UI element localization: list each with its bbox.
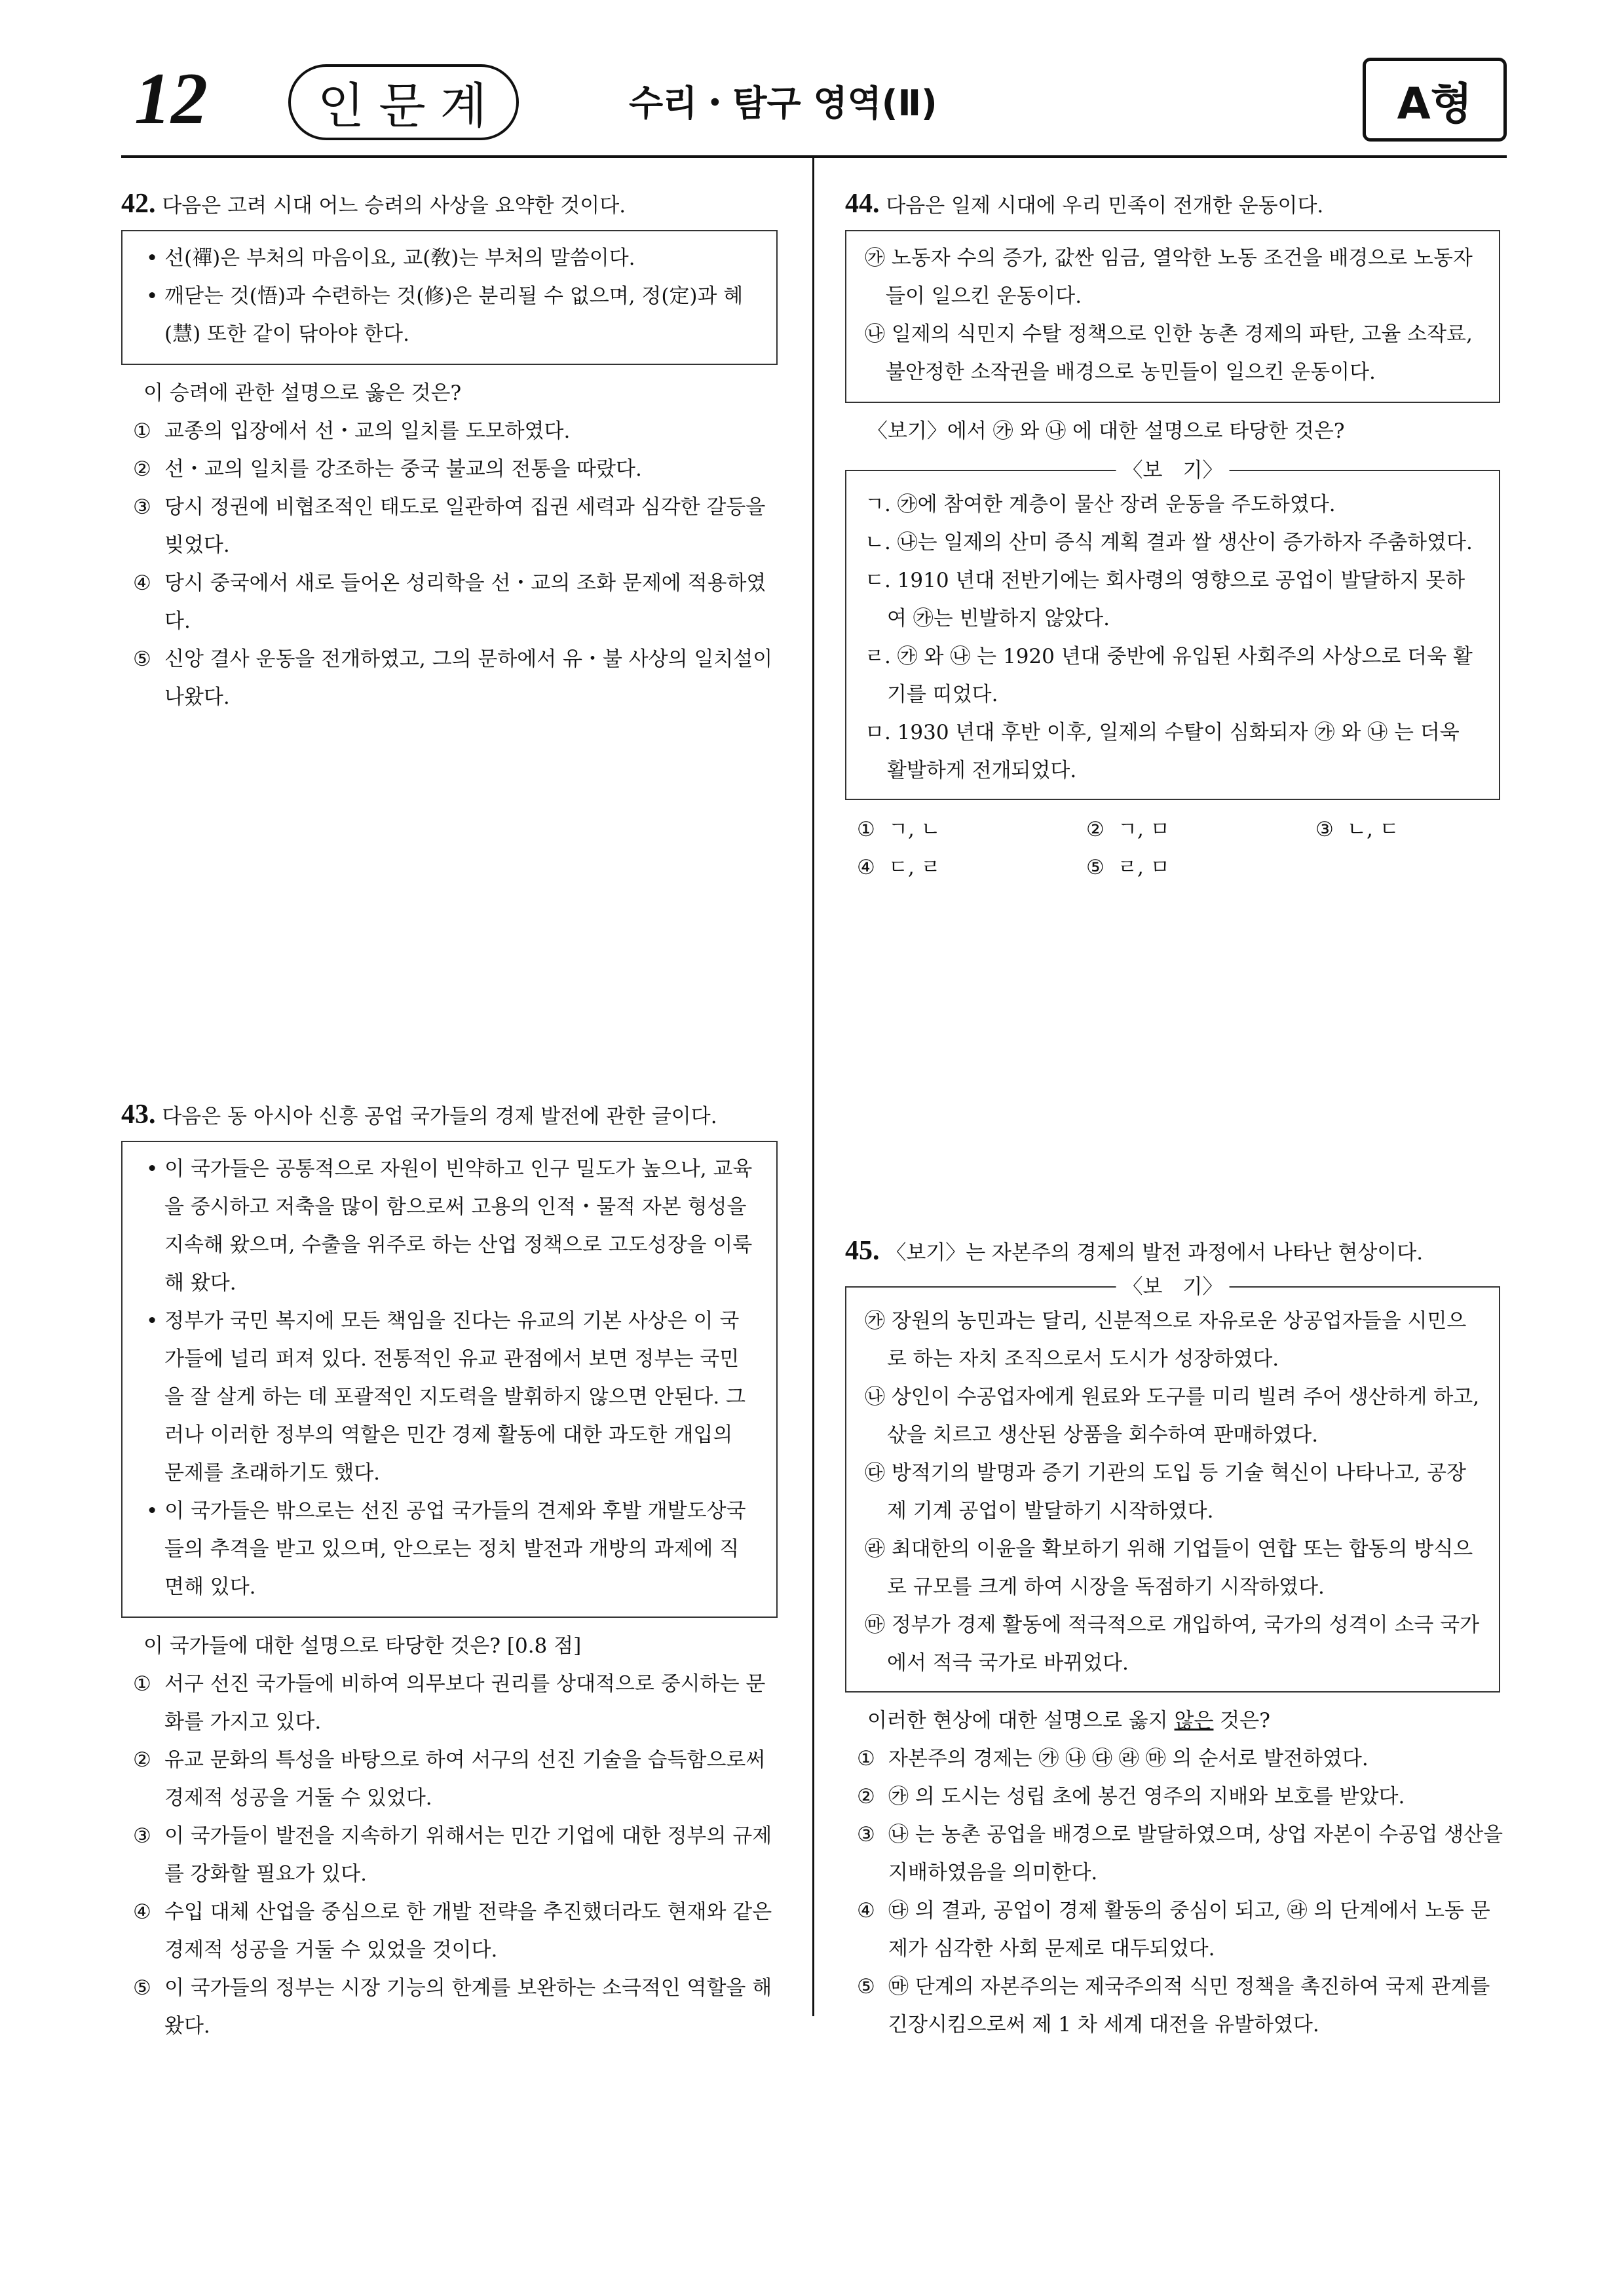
- question-number: 44.: [845, 189, 880, 219]
- answer-option[interactable]: ⑤ ㉲ 단계의 자본주의는 제국주의적 식민 정책을 촉진하여 국제 관계를 긴장시킴으로써 제 1 차 세계 대전을 유발하였다.: [857, 1975, 1490, 2037]
- question-prompt: 이러한 현상에 대한 설명으로 옳지 않은 것은?: [867, 1709, 1270, 1732]
- answer-options: [845, 811, 1507, 887]
- answer-option[interactable]: ③ 당시 정권에 비협조적인 태도로 일관하여 집권 세력과 심각한 갈등을 빚었다.: [133, 495, 766, 557]
- answer-option[interactable]: ③ ㉯ 는 농촌 공업을 배경으로 발달하였으며, 상업 자본이 수공업 생산을 지배하였음을 의미한다.: [857, 1823, 1503, 1885]
- passage-box: [845, 230, 1500, 403]
- question-stem: 다음은 동 아시아 신흥 공업 국가들의 경제 발전에 관한 글이다.: [162, 1105, 717, 1128]
- answer-option[interactable]: ④ 당시 중국에서 새로 들어온 성리학을 선・교의 조화 문제에 적용하였다.: [133, 571, 766, 633]
- answer-option[interactable]: ② ㄱ, ㅁ: [1086, 818, 1170, 841]
- passage-line: • 이 국가들은 공통적으로 자원이 빈약하고 인구 밀도가 높으나, 교육을 중시하고 저축을 많이 함으로써 고용의 인적・물적 자본 형성을 지속해 왔으며, 수출을 위주로 하는 산업 정책으로 고도성장을 이룩해 왔다.: [146, 1157, 753, 1295]
- question-number: 45.: [845, 1236, 880, 1266]
- bogi-item: ㉲ 정부가 경제 활동에 적극적으로 개입하여, 국가의 성격이 소극 국가에서 적극 국가로 바뀌었다.: [865, 1613, 1480, 1675]
- item-label: ㉮: [865, 246, 885, 270]
- answer-option[interactable]: ⑤ ㄹ, ㅁ: [1086, 856, 1170, 879]
- answer-option[interactable]: ③ 이 국가들이 발전을 지속하기 위해서는 민간 기업에 대한 정부의 규제를 강화할 필요가 있다.: [133, 1824, 772, 1886]
- question-number: 43.: [121, 1100, 156, 1130]
- bogi-item: ㉮ 장원의 농민과는 달리, 신분적으로 자유로운 상공업자들을 시민으로 하는 자치 조직으로서 도시가 성장하였다.: [865, 1309, 1467, 1371]
- bogi-item: ㅁ. 1930 년대 후반 이후, 일제의 수탈이 심화되자 ㉮ 와 ㉯ 는 더욱 활발하게 전개되었다.: [865, 721, 1460, 782]
- question-43: [121, 1096, 783, 2045]
- bogi-box: [845, 459, 1500, 800]
- item-label: ㉯: [865, 322, 885, 346]
- bogi-item: ㄴ. ㉯는 일제의 산미 증식 계획 결과 쌀 생산이 증가하자 주춤하였다.: [865, 531, 1473, 554]
- answer-option[interactable]: ① 자본주의 경제는 ㉮ ㉯ ㉰ ㉱ ㉲ 의 순서로 발전하였다.: [857, 1747, 1369, 1770]
- answer-option[interactable]: ① 서구 선진 국가들에 비하여 의무보다 권리를 상대적으로 중시하는 문화를 가지고 있다.: [133, 1672, 766, 1734]
- passage-box: [121, 230, 778, 365]
- bogi-label: 〈보 기〉: [1116, 1276, 1230, 1298]
- answer-option[interactable]: ④ 수입 대체 산업을 중심으로 한 개발 전략을 추진했더라도 현재와 같은 경제적 성공을 거둘 수 있었을 것이다.: [133, 1900, 772, 1962]
- answer-option[interactable]: ④ ㉰ 의 결과, 공업이 경제 활동의 중심이 되고, ㉱ 의 단계에서 노동 문제가 심각한 사회 문제로 대두되었다.: [857, 1899, 1490, 1961]
- column-divider: [812, 155, 814, 2016]
- answer-option[interactable]: ② 유교 문화의 특성을 바탕으로 하여 서구의 선진 기술을 습득함으로써 경제적 성공을 거둘 수 있었다.: [133, 1748, 766, 1810]
- answer-option[interactable]: ⑤ 신앙 결사 운동을 전개하였고, 그의 문하에서 유・불 사상의 일치설이 나왔다.: [133, 647, 773, 709]
- question-44: [845, 185, 1507, 887]
- question-stem: 다음은 고려 시대 어느 승려의 사상을 요약한 것이다.: [162, 194, 626, 218]
- passage-line: • 선(禪)은 부처의 마음이요, 교(敎)는 부처의 말씀이다.: [146, 246, 635, 270]
- section-title: 수리・탐구 영역(Ⅱ): [629, 83, 937, 124]
- passage-box: [121, 1141, 778, 1618]
- answer-option[interactable]: ④ ㄷ, ㄹ: [857, 856, 941, 879]
- passage-line: • 정부가 국민 복지에 모든 책임을 진다는 유교의 기본 사상은 이 국가들에 널리 퍼져 있다. 전통적인 유교 관점에서 보면 정부는 국민을 잘 살게 하는 데 포괄적인 지도력을 발휘하지 않으면 안된다. 그러나 이러한 정부의 역할은 민간 경제 활동에 대한 과도한 개입의 문제를 초래하기도 했다.: [146, 1309, 746, 1485]
- bogi-item: ㄷ. 1910 년대 전반기에는 회사령의 영향으로 공업이 발달하지 못하여 ㉮는 빈발하지 않았다.: [865, 569, 1465, 630]
- answer-option[interactable]: ③ ㄴ, ㄷ: [1315, 818, 1399, 841]
- question-45: [845, 1232, 1507, 2044]
- passage-line: • 이 국가들은 밖으로는 선진 공업 국가들의 견제와 후발 개발도상국들의 추격을 받고 있으며, 안으로는 정치 발전과 개방의 과제에 직면해 있다.: [146, 1499, 746, 1599]
- track-label: 인문계: [288, 64, 519, 140]
- bogi-box: [845, 1275, 1500, 1693]
- question-title: [121, 185, 783, 225]
- page-number: 12: [134, 58, 208, 140]
- bogi-label: 〈보 기〉: [1116, 459, 1230, 482]
- bogi-item: ㄹ. ㉮ 와 ㉯ 는 1920 년대 중반에 유입된 사회주의 사상으로 더욱 활기를 띠었다.: [865, 645, 1473, 706]
- bogi-item: ㉰ 방적기의 발명과 증기 기관의 도입 등 기술 혁신이 나타나고, 공장제 기계 공업이 발달하기 시작하였다.: [865, 1461, 1466, 1523]
- answer-option[interactable]: ① 교종의 입장에서 선・교의 일치를 도모하였다.: [133, 419, 571, 443]
- passage-line: • 깨닫는 것(悟)과 수련하는 것(修)은 분리될 수 없으며, 정(定)과 혜(慧) 또한 같이 닦아야 한다.: [146, 284, 744, 346]
- question-title: [845, 185, 1507, 225]
- bogi-item: ㄱ. ㉮에 참여한 계층이 물산 장려 운동을 주도하였다.: [865, 493, 1336, 516]
- page-header: [0, 0, 1624, 157]
- question-prompt: 〈보기〉에서 ㉮ 와 ㉯ 에 대한 설명으로 타당한 것은?: [867, 419, 1345, 443]
- question-prompt: 이 국가들에 대한 설명으로 타당한 것은? [0.8 점]: [143, 1634, 582, 1658]
- answer-option[interactable]: ① ㄱ, ㄴ: [857, 818, 941, 841]
- question-stem: 〈보기〉는 자본주의 경제의 발전 과정에서 나타난 현상이다.: [886, 1241, 1424, 1265]
- bogi-item: ㉱ 최대한의 이윤을 확보하기 위해 기업들이 연합 또는 합동의 방식으로 규모를 크게 하여 시장을 독점하기 시작하였다.: [865, 1537, 1473, 1599]
- question-title: [121, 1096, 783, 1136]
- question-42: [121, 185, 783, 716]
- passage-line: ㉯ 일제의 식민지 수탈 정책으로 인한 농촌 경제의 파탄, 고율 소작료, 불안정한 소작권을 배경으로 농민들이 일으킨 운동이다.: [865, 322, 1473, 384]
- answer-option[interactable]: ② ㉮ 의 도시는 성립 초에 봉건 영주의 지배와 보호를 받았다.: [857, 1785, 1405, 1808]
- bogi-item: ㉯ 상인이 수공업자에게 원료와 도구를 미리 빌려 주어 생산하게 하고, 삯을 치르고 생산된 상품을 회수하여 판매하였다.: [865, 1385, 1480, 1447]
- form-type-badge: A형: [1363, 58, 1507, 142]
- question-stem: 다음은 일제 시대에 우리 민족이 전개한 운동이다.: [886, 194, 1324, 218]
- emphasis-negative: 않은: [1174, 1709, 1214, 1732]
- question-title: [845, 1232, 1507, 1272]
- question-prompt: 이 승려에 관한 설명으로 옳은 것은?: [143, 381, 462, 405]
- answer-option[interactable]: ⑤ 이 국가들의 정부는 시장 기능의 한계를 보완하는 소극적인 역할을 해왔다.: [133, 1976, 772, 2038]
- question-number: 42.: [121, 189, 156, 219]
- passage-line: ㉮ 노동자 수의 증가, 값싼 임금, 열악한 노동 조건을 배경으로 노동자들이 일으킨 운동이다.: [865, 246, 1473, 308]
- answer-option[interactable]: ② 선・교의 일치를 강조하는 중국 불교의 전통을 따랐다.: [133, 457, 642, 481]
